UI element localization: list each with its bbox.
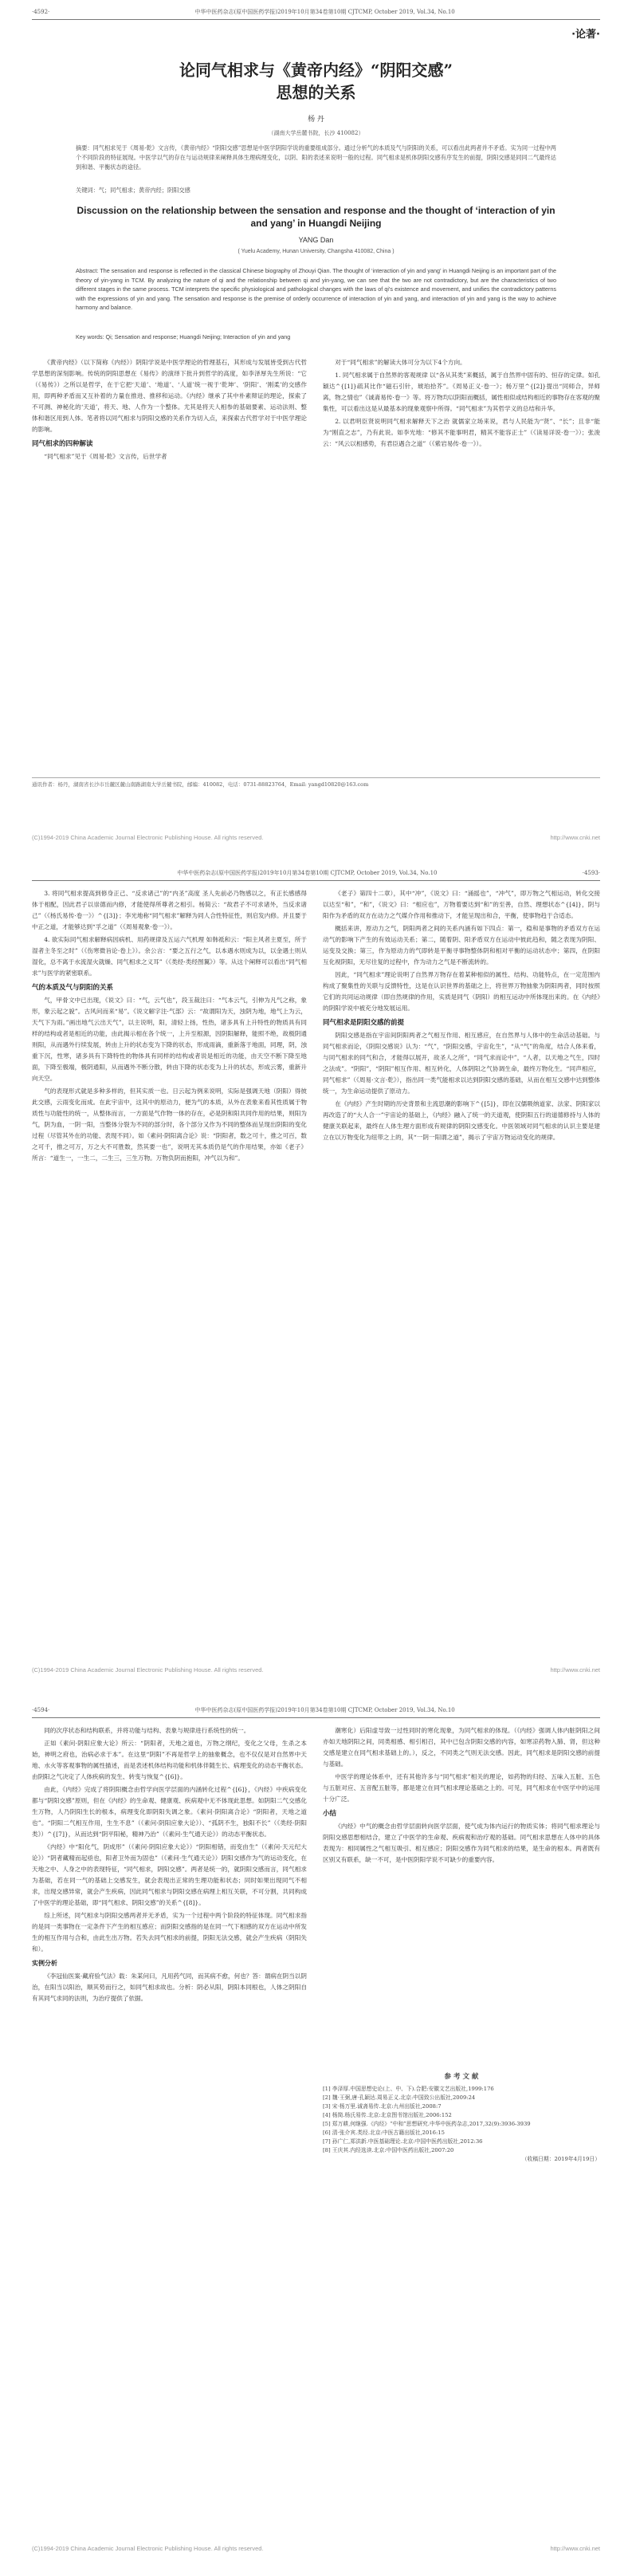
paragraph: 《内经》中气的概念由哲学层面转向医学层面，使气成为体内运行的物质实体；将同气相求理论与阴阳交感思想相结合，建立了中医学的生命观、疾病观和治疗观的基础。同气相求思想在人体中的具体表现为：相同属性之气相互吸引、相互感应；阴阳交感作为同气相求的结果，是生命的根本。两者既有区别又有联系，缺一不可，是中医阴阳学说不可缺少的重要内容。 (323, 1823, 600, 1863)
reference-item: [1] 李泽厚.中国思想史论(上、中、下).合肥:安徽文艺出版社,1999:176 (323, 2086, 494, 2092)
paragraph: 4. 欲实际同气相求解释病因病机、用药规律及五运六气机理 如韩祗和云：“阳主风者主夏至，所于湿者主冬至之时”（《伤寒微旨论·卷上》）。余公言：“要之五行之气，以本遇水则成为以，以金遇土则从湿化，总不离于水流湿火就燥、同气相求之义耳”（《类经·类经图翼》）等。从这个阐释可以看出“同气相求”与医学的紧密联系。 (32, 936, 307, 977)
references (323, 2073, 600, 2164)
running-header (32, 6, 600, 18)
page-number: ·4593· (582, 870, 600, 876)
reference-item: [3] 宋·杨万里.诚斋易传.北京:九州出版社,2008:7 (323, 2103, 442, 2110)
english-affiliation: ( Yuelu Academy, Hunan University, Changsha 410082, China ) (237, 249, 395, 254)
right-column (323, 1725, 600, 2060)
references-title: 参 考 文 献 (444, 2073, 479, 2081)
journal-header: 中华中医药杂志(原中国医药学报)2019年10月第34卷第10期 CJTCMP, October 2019, Vol.34, No.10 (177, 870, 438, 876)
running-header (32, 1705, 600, 1716)
header-divider (32, 1717, 600, 1718)
paragraph: 概括来讲，原动力之气，阴阳两者之间的关系内涵有如下四点：第一，稳和是事物的矛盾双方在运动气的影响下产生的有效运动关系；第二，随着阴、阳矛盾双方在运动中彼此趋和，随之表现为阴阳、运变及交换；第三，作为原动力的气即转是平衡寻事物整体阴和相对平衡的运动状态中；第四，在阴阳互化视阴阳，无尽往复的过程中，作为动力之气是不断流转的。 (323, 925, 600, 966)
author: 杨 丹 (308, 116, 324, 124)
paragraph: 因此，“同气相求”理论说明了自然界万物存在着某种相似的属性、结构、功能特点，在一定范围内构成了聚集性的关联与反馈特性，这是在认识世界的基础之上，将世界万物抽象为阴阳两者，同时按照它们的共同运动规律（即自然规律的作用，实质是同气（阴阳）的相互运动中所体现出来的。在《内经》的阴阳学说中被充分地发展运用。 (323, 971, 600, 1012)
paragraph: 在《内经》产生时期的历史背景和主流思潮的影响下^{[5]}，即在汉儒吸纳道家、法家、阴阳家以再改造了的“大人合一”宇宙论的基础上，《内经》融入了统一的天道观，使阴阳五行的道德修持与人体的健康关联起来，最终在人体生理方面形成有规律的阴阳交感变化。中医领域对同气相求的认识主要是建立在以万物变化为纽带之上的，其“一阴一阳谓之道”，揭示了宇宙万物运动变化的规律。 (323, 1100, 600, 1141)
page-number: ·4592· (32, 9, 50, 15)
received-date: （收稿日期：2019年4月19日） (521, 2156, 600, 2162)
watermark-url[interactable]: http://www.cnki.net (550, 1666, 600, 1673)
journal-header: 中华中医药杂志(原中国医药学报)2019年10月第34卷第10期 CJTCMP, October 2019, Vol.34, No.10 (194, 1707, 455, 1713)
abstract-cn: 摘要：同气相求见于《周易·乾》文言传，《黄帝内经》“阴阳交感”思想是中医学阴阳学说的重要组成部分。通过分析气的本质及气与阴阳的关系，可以看出此两者并不矛盾。实为同一过程中两个不同阶段的特征展现。中医学以气的存在与运动规律来阐释具体生理病理变化，以阴、阳的表述来说明一般的过程。同气相求是机体阴阳交感有序发生的前提，阴阳交感是同同二气最终达到和谐、平衡状态的途径。 (76, 144, 556, 171)
paragraph: 1. 同气相求属于自然界的客观规律 以“各从其类”来概括，属于自然界中固有的、恒存的定律。如孔颖达^{[1]}疏其比作“磁石引针，琥珀拾芥”。《周易正义·卷一》；杨万里^{[2]}提出“同师合，异师离，物之情也”《诚斋易传·卷一》等。将万物均以阴阳而概括，属性相似或结构相近的事物存在客观的聚集性，可以看出这是从最基本的现象观察中所得。“同气相求”为其哲学义的总结和升华。 (323, 372, 600, 412)
section-heading: 同气相求是阴阳交感的前提 (323, 1019, 405, 1027)
left-column (32, 357, 307, 772)
english-author: YANG Dan (298, 236, 334, 244)
page-3 (0, 1698, 632, 2576)
footnote: 通讯作者：杨丹，湖南省长沙市岳麓区麓山南路湖南大学岳麓书院，邮编：410082，电话：0731-88823764，Email: yangd10820@163.com (32, 777, 600, 788)
section-heading: 同气相求的四种解读 (32, 440, 93, 448)
paragraph: 中医学的理论体系中，还有其他许多与“同气相求”相关的理论，如药物的归经、五味入五脏、五色与五脏对应、五音配五脏等，都是建立在同气相求理论基础之上的。可见，同气相求在中医学中的运用十分广泛。 (323, 1773, 600, 1803)
left-column (32, 1725, 307, 2523)
watermark (32, 834, 600, 841)
paragraph: “同气相求”见于《周易·乾》文言传，后世学者 (44, 453, 167, 460)
paragraph: 综上所述，同气相求与阴阳交感两者并无矛盾，实为一个过程中两个阶段的特征体现。同气相求指的是同一类事物在一定条件下产生的相互感应；而阴阳交感指的是在同一气下相感的双方在运动中所发生的相互作用与合和，由此生出万物。若失去同气相求的前提，阴阳无法交感，就会产生疾病（阴阳失和）。 (32, 1912, 307, 1953)
paragraph: 3. 将同气相求提高到修身正己、“反求诸己”的“内圣”高度 圣人先前必乃物感以之，有正长感感得体于相配，因此君子以崇德而内修，才能使得所尊者之相引。杨简云：“故君子不可求诸外，当反求诸己”（《杨氏易传·卷一》）^{[3]}；李光地称“同气相求”解释为同人合性特征性，则启发内修。并且要于中正之道，才能够达到“孚之道”（《周易观象·卷一》）。 (32, 890, 307, 930)
right-column (323, 888, 600, 1654)
paragraph: 气，甲骨文中已出现，《说文》曰：“气，云气也”，段玉裁注曰：“气本云气，引伸为凡气之称，象形，象云起之貌”。古风问而来“易”。《说文解字注·气部》云：“故谓阳为天，浊阴为地，地气上为云，天气下为雨。”画出地气云出天气”，以主说明，阳，清轻上扬，性热，诸多具有上升特性的物质具有同样的结构或者是相近的功能，由此揭示相在各个统一，上升至根源，因阴阳解释，能照不绝，故极阴通则阳，从而遇外行续发展，转由上升的状态变为下降的状态，形成雨滴，重新落于地面，同理，阴，浊重下沉，性寒，诸多具有下降特性的物体具有同样的结构或者说是相近的功能，由天空不断下降至地面，下降至极端，极阴通阳，从而遇外不断分散，转由下降的状态变为上升的状态，形成云雾，重新升向天空。 (32, 997, 307, 1082)
header-divider (32, 19, 600, 20)
reference-item: [4] 杨简.杨氏易传.北京:北京图书馆出版社,2006:152 (323, 2112, 452, 2118)
paragraph: 阴阳交感是指在宇宙间阴阳两者之气相互作用、相互感应，在自然界与人体中的生命活动基础。与同气相求而论，《阴阳交感说》认为：“气”，“阴阳交感，宇宙化生”，“从“气”的角度，结合人体来看，与同气相求的同气和合，才能得以展开，故圣人之所”，“同气求而论中”，“人者，以天地之气生，四时之法成”。“阴阳”，“阴阳”相互作用、相互转化，人体阴阳之气协调生命，最终万物化生。“同声相应，同气相求”（《周易·文言·乾》），指出同一类气能相求以达到阴阳交感的基础，从而在相互交感中达到整体统一，为生命运动提供了原动力。 (323, 1032, 600, 1095)
reference-item: [8] 王庆其.内经选读.北京:中国中医药出版社,2007:20 (323, 2147, 454, 2153)
english-keywords: Key words: Qi; Sensation and response; Huangdi Neijing; Interaction of yin and yang (76, 333, 291, 340)
paragraph: 《黄帝内经》（以下简称《内经》）阴阳学说是中医学理论的哲理基石，其形成与发展皆受到古代哲学思想的深刻影响。传统的阴阳思想在《易传》的演绎下批升到哲学的高度，如李泽厚先生所说：“它（《易传》）之所以是哲学，在于它把‘天道’、‘地道’、‘人道’统一视于‘乾坤’、‘阴阳’、‘刚柔’的交感作用，即两种矛盾而又互补着的力量在推进、推移和运动。《内经》继承了其中朴素辩证的理论，探索了不可测、神秘化的‘天道’，将天、地、人作为一个整体。尤其是将天人相参的基础要素、运动法则、整体和谐区用到人体。笔者将以同气相求与阴阳交感的关系作为切入点，来探索古代哲学对于中医学理论的影响。 (32, 359, 307, 433)
english-abstract: Abstract: The sensation and response is reflected in the classical Chinese biography of Zhouyi Qian. The thought of ‘interaction of yin and yang’ in Huangdi Neijing is an important part of the theory of yin-yang in TCM. By analyzing the nature of qi and the relationship between qi and yin-yang, we can see that the two are not contradictory, but are the characteristics of two different stages in the same process. TCM interprets the specific physiological and pathological changes with the laws of qi's existence and movement, and unifies the contradictory patterns with the expressions of yin and yang. The sensation and response is the premise of orderly occurrence of interaction of yin and yang, and interaction of yin and yang is the way to achieve harmony and balance. (76, 267, 556, 311)
reference-item: [7] 孙广仁,郑洪新.中医基础理论.北京:中国中医药出版社,2012:36 (323, 2138, 483, 2145)
header-divider (32, 880, 600, 881)
paragraph: 潮寒化）后阳虚导致一过性同时的寒化现象，为同气相求的体现。（《内经》强调人体内脏阴阳之间亦如天地阴阳之间，同类相感、相引相召，其中已包含阴阳交感的内容，如寒凉药物入肺、肾，但这种交感是建立在同气相求基础上的。），反之，不同类之气则无法交感。因此，同气相求是阴阳交感的前提与基础。 (323, 1727, 600, 1768)
left-column (32, 888, 307, 1654)
paragraph: 《老子》第四十二章），其中“冲”，《说文》曰：“涌摇也”，“冲气”，即万物之气相运动，转化交接以达至“和”，“和”，《说文》曰：“相应也”，万物着要达到“和”的至善，自然、理想状态^{[4]}，阴与阳作为矛盾的双方在动力之气媒介作用和推动下，才能呈现出和合，平衡，使事物趋于合适态。 (323, 890, 600, 919)
section-tag: ·论著· (571, 29, 600, 41)
reference-item: [5] 郑万耕,何继强.《内经》“中和”思想研究.中华中医药杂志,2017,32(9):3936-3939 (323, 2121, 531, 2127)
watermark-url[interactable]: http://www.cnki.net (550, 834, 600, 841)
title-line-2: 思想的关系 (276, 83, 356, 102)
reference-item: [6] 清·张介宾.类经.北京:中医古籍出版社,2016:15 (323, 2130, 445, 2136)
watermark (32, 1666, 600, 1673)
right-column (323, 357, 600, 772)
watermark (32, 2545, 600, 2552)
page-2 (0, 861, 632, 1698)
section-heading: 气的本质及气与阴阳的关系 (32, 984, 114, 992)
running-header (32, 867, 600, 879)
paragraph: 由此，《内经》完成了将阴阳概念由哲学向医学层面的内涵转化过程^{[6]}，《内经》中疾病变化都与“阴阳交感”原则，但在《内经》的生命观、健康观、疾病观中无不体现此思想。如阴阳二气交感化生万物，人乃阴阳生长的根本，病理变化即阴阳失调之象。《素问·阴阳离合论》“阴阳者，天地之道也”。“阴阳二气相互作用，生生不息”（《素问·阴阳应象大论》）、“孤阴不生，独阳不长”（《类经·阴阳类》）^{[7]}，从而达到“阴平阳秘，精神乃治”（《素问·生气通天论》）的动态平衡状态。 (32, 1786, 307, 1838)
keywords-cn: 关键词：气；同气相求；黄帝内经；阴阳交感 (76, 187, 190, 194)
affiliation: （湖南大学岳麓书院，长沙 410082） (268, 130, 364, 136)
paragraph: 同的次序状态和结构联系，并将功能与结构、表象与规律进行系统性的统一。 (44, 1727, 250, 1734)
paragraph: 正如《素问·阴阳应象大论》所云：“阴阳者，天地之道也，万物之纲纪，变化之父母，生杀之本始，神明之府也，治病必求于本”。在这里“阴阳”不再是哲学上的抽象概念，也不仅仅是对自然界中天地、水火等客观事物的属性描述，而是表述机体结构功能和机体伴随生长、病理变化的动态平衡状态。由阴阳之气决定了人体疾病的发生、转变与恢复^{[6]}。 (32, 1740, 307, 1780)
watermark-copyright: (C)1994-2019 China Academic Journal Electronic Publishing House. All rights reserved. (32, 834, 264, 841)
english-title: Discussion on the relationship between the sensation and response and the thought of ‘interaction of yin and yang’ in Huangdi Neijing (77, 205, 555, 229)
paragraph: 对于“同气相求”的解读大体可分为以下4个方向。 (335, 359, 466, 366)
page-1 (0, 0, 632, 861)
paragraph: 《李冠仙医案·藏府验气法》载：朱某问曰，凡用药气同，而其病不愈，何也？答：谓病在阴当以阴治，在阳当以阳治，顺其势而行之，如同气相求故也。分析：阴必从阳，阴阳本同根也，人体之阴阳自有其同气求同的法则，为治疗提供了依据。 (32, 1972, 307, 2002)
journal-header: 中华中医药杂志(原中国医药学报)2019年10月第34卷第10期 CJTCMP, October 2019, Vol.34, No.10 (194, 9, 455, 15)
section-heading: 小结 (323, 1810, 337, 1818)
reference-item: [2] 魏·王弼,唐·孔颖达.周易正义.北京:中国致公出版社,2009:24 (323, 2094, 476, 2101)
watermark-copyright: (C)1994-2019 China Academic Journal Electronic Publishing House. All rights reserved. (32, 2545, 264, 2552)
paragraph: 《内经》中“阳化气，阴成形”（《素问·阴阳应象大论》）“阴阳相错，而变由生”（《素问·天元纪大论》）“阴者藏精而起亟也，阳者卫外而为固也”（《素问·生气通天论》）阴阳交感作为气的运动变化，在天地之中、人身之中的表现特征，“同气相求，阴阳交感”。两者是统一的，就阴阳交感而言，同气相求为基础，若在同一气的基础上交感发生，就会表现出正常的生理功能和状态；同时如果出现同气不相求，出现交感异常，就会产生疾病，因此同气相求与阴阳交感在病理上相互关联，不可分割，共同构成了中医学的理论基础，即“同气相求、阴阳交感”的关系^{[8]}。 (32, 1843, 307, 1906)
watermark-copyright: (C)1994-2019 China Academic Journal Electronic Publishing House. All rights reserved. (32, 1666, 264, 1673)
paragraph: 2. 以君明臣贤说明同气相求解释天下之治 就儒家立场来说，君与人民能为“贤”、“长”；且非“能为“刚直之志”，乃有此说。如李光地：“修其不能事明君，精其不能容正士”（《读易详说·卷一》）；张浚云：“风云以相感势，有君臣遇合之道”（《紫岩易传·卷一》）。 (323, 418, 600, 447)
section-heading: 实例分析 (32, 1960, 57, 1967)
watermark-url[interactable]: http://www.cnki.net (550, 2545, 600, 2552)
paragraph: 气的表现形式就是多种多样的，但其实质一也。日云起为例来说明，实际是强调天地（阴阳）得彼此交感，云雨变化而成。在此宇宙中，这其中的原动力，便为气的本质，从外在表象来看其性质属于物质性与功能性的统一，从整体而言，一方面是气作物一体的存在，必是阴和阳共同作用的结果，则阳为气，阴为血，一阴一阳，当整体分裂为不同的部分时，各个部分又作为不同的整体而呈现出阴阳的变化过程（尽管其外在的功能、表现不同）。如《素问·阴阳离合论》说：“阴阳者，数之可十，推之可百，数之可千，推之可万，万之大不可胜数，然其要一也”，说明无其本质仍是气的作用结果，亦如《老子》所言：“道生一，一生二，二生三，三生万物。万物负阴而抱阳，冲气以为和”。 (32, 1087, 307, 1162)
article-title (32, 59, 600, 104)
title-line-1: 论同气相求与《黄帝内经》“阴阳交感” (179, 61, 453, 80)
page-number: ·4594· (32, 1707, 50, 1713)
